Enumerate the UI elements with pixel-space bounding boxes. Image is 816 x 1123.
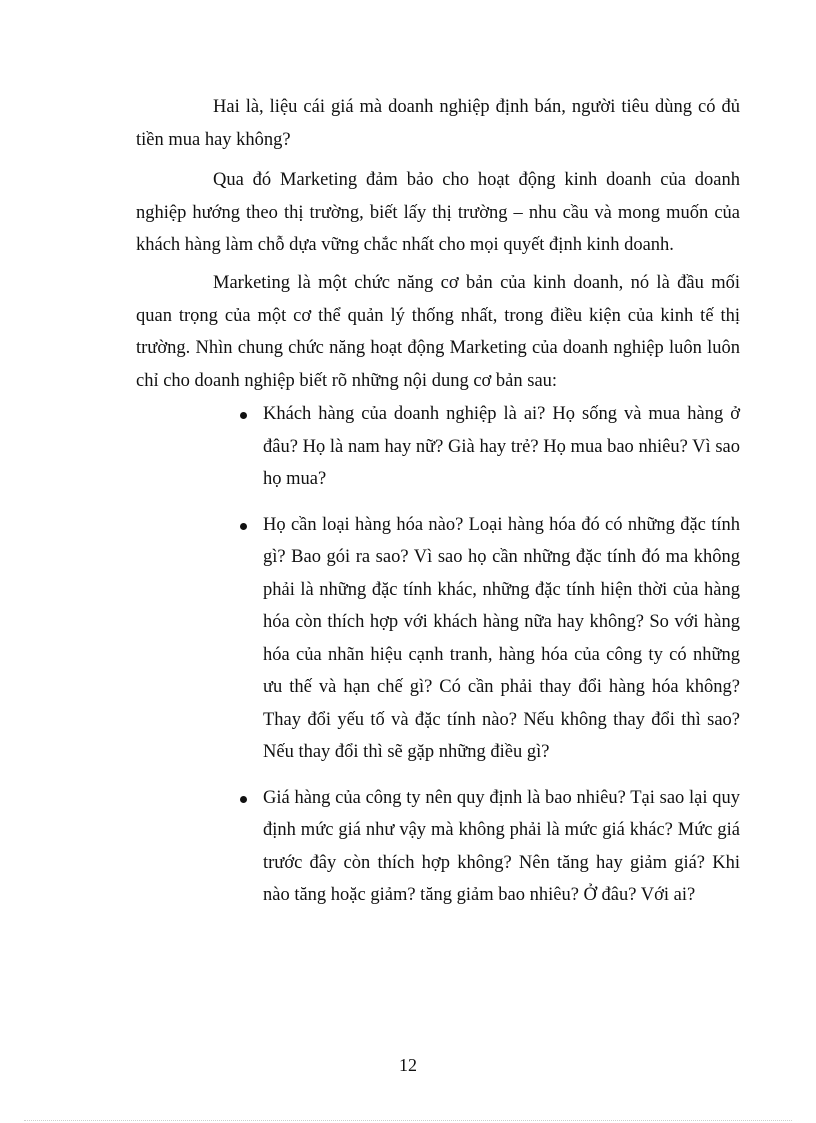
bullet-text: Họ cần loại hàng hóa nào? Loại hàng hóa đó có những đặc tính gì? Bao gói ra sao? Vì sao họ cần những đặc tính đó ma không phải là những đặc tính khác, những đặc tính hiện thời của hàng hóa còn thích hợp với khách hàng nữa hay không? So với hàng hóa của nhãn hiệu cạnh tranh, hàng hóa của công ty có những ưu thế và hạn chế gì? Có cần phải thay đổi hàng hóa không? Thay đổi yếu tố và đặc tính nào? Nếu không thay đổi thì sao? Nếu thay đổi thì sẽ gặp những điều gì? [263, 514, 740, 762]
bullet-item-3 [263, 782, 740, 912]
bullet-dot-icon [240, 796, 247, 803]
bullet-list [263, 398, 740, 925]
page-bottom-border [24, 1120, 792, 1121]
bullet-text: Giá hàng của công ty nên quy định là bao nhiêu? Tại sao lại quy định mức giá như vậy mà không phải là mức giá khác? Mức giá trước đây còn thích hợp không? Nên tăng hay giảm giá? Khi nào tăng hoặc giảm? tăng giảm bao nhiêu? Ở đâu? Với ai? [263, 787, 740, 905]
paragraph-2: Qua đó Marketing đảm bảo cho hoạt động kinh doanh của doanh nghiệp hướng theo thị trường, biết lấy thị trường – nhu cầu và mong muốn của khách hàng làm chỗ dựa vững chắc nhất cho mọi quyết định kinh doanh. [136, 170, 740, 255]
bullet-item-1 [263, 398, 740, 496]
paragraph-3: Marketing là một chức năng cơ bản của kinh doanh, nó là đầu mối quan trọng của một cơ thể quản lý thống nhất, trong điều kiện của kinh tế thị trường. Nhìn chung chức năng hoạt động Marketing của doanh nghiệp luôn luôn chỉ cho doanh nghiệp biết rõ những nội dung cơ bản sau: [136, 273, 740, 391]
bullet-dot-icon [240, 523, 247, 530]
paragraph-1: Hai là, liệu cái giá mà doanh nghiệp định bán, người tiêu dùng có đủ tiền mua hay không? [136, 97, 740, 150]
bullet-dot-icon [240, 412, 247, 419]
bullet-text: Khách hàng của doanh nghiệp là ai? Họ sống và mua hàng ở đâu? Họ là nam hay nữ? Già hay trẻ? Họ mua bao nhiêu? Vì sao họ mua? [263, 404, 740, 489]
bullet-item-2 [263, 509, 740, 769]
page-number: 12 [399, 1055, 417, 1075]
